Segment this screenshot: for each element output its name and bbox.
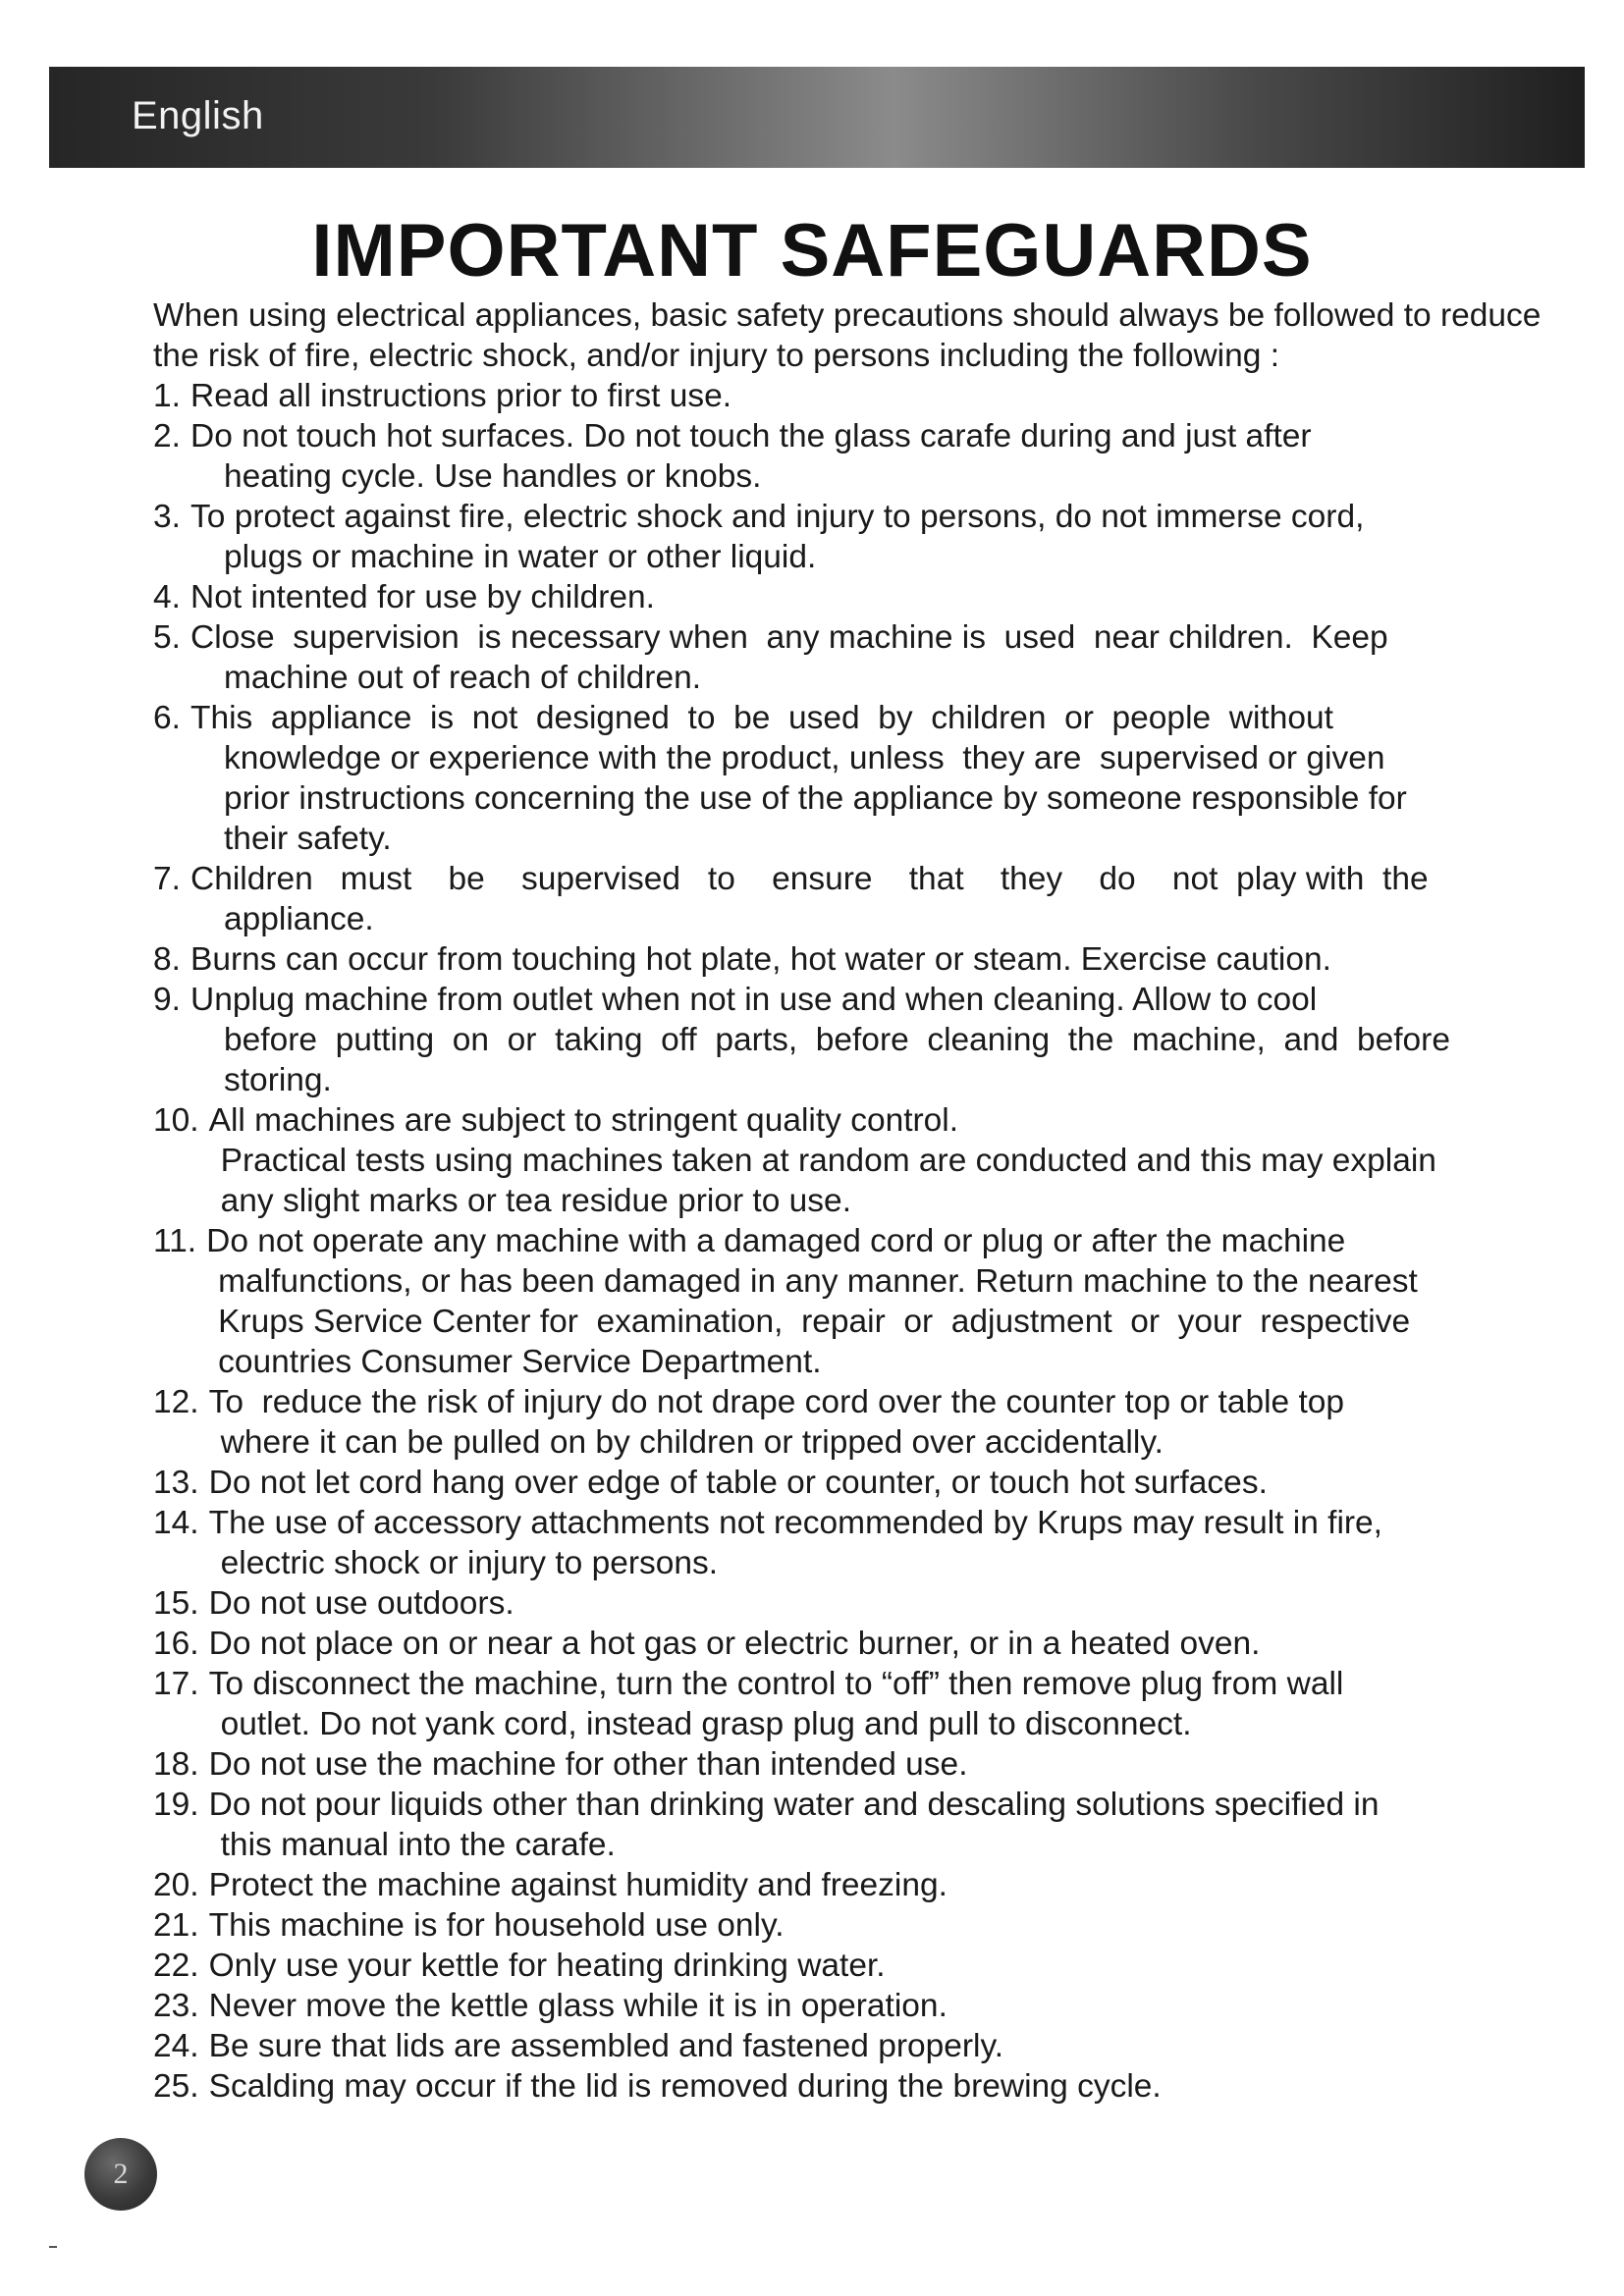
safeguard-text-continuation: before putting on or taking off parts, before cleaning the machine, and before [224,1022,1450,1058]
safeguard-number: 4. [153,579,181,615]
safeguard-text-line: Only use your kettle for heating drinking water. [208,1948,886,1984]
safeguard-item [153,1463,1547,1503]
safeguard-number: 2. [153,418,181,454]
safeguard-number: 16. [153,1626,199,1662]
safeguard-item [153,1664,1547,1744]
safeguard-number: 17. [153,1666,199,1702]
safeguard-item [153,577,1547,617]
safeguard-text-line: To disconnect the machine, turn the control to “off” then remove plug from wall [208,1666,1344,1702]
safeguard-text-line: Do not touch hot surfaces. Do not touch the glass carafe during and just after [190,418,1312,454]
safeguard-text [209,1865,1547,1905]
safeguard-item [153,1221,1547,1382]
safeguard-text [209,1583,1547,1624]
safeguard-text-line: All machines are subject to stringent quality control. [208,1102,959,1139]
safeguard-item [153,1624,1547,1664]
safeguard-item [153,1583,1547,1624]
safeguard-number: 22. [153,1948,199,1984]
safeguard-text [209,1744,1547,1785]
safeguard-text [209,1785,1547,1865]
safeguard-item [153,1503,1547,1583]
safeguard-text-line: This machine is for household use only. [208,1907,785,1944]
safeguard-text-continuation: storing. [224,1062,332,1098]
safeguard-text [190,497,1547,577]
safeguard-text-continuation: any slight marks or tea residue prior to use. [220,1183,851,1219]
safeguard-text-line: Do not place on or near a hot gas or electric burner, or in a heated oven. [208,1626,1261,1662]
safeguard-text [209,1905,1547,1946]
safeguard-item [153,497,1547,577]
safeguard-text-line: Never move the kettle glass while it is in operation. [208,1988,947,2024]
safeguard-text-line: Do not operate any machine with a damaged cord or plug or after the machine [206,1223,1346,1259]
safeguard-item [153,1100,1547,1221]
safeguard-number: 19. [153,1787,199,1823]
safeguard-number: 10. [153,1102,199,1139]
safeguard-number: 20. [153,1867,199,1903]
safeguard-item [153,2066,1547,2107]
safeguard-text-continuation: countries Consumer Service Department. [218,1344,822,1380]
safeguard-number: 21. [153,1907,199,1944]
safeguard-number: 14. [153,1505,199,1541]
safeguard-text-continuation: knowledge or experience with the product, unless they are supervised or given [224,740,1385,776]
safeguards-content [153,295,1547,2107]
safeguard-number: 6. [153,700,181,736]
safeguard-text-line: Burns can occur from touching hot plate, hot water or steam. Exercise caution. [190,941,1331,978]
safeguard-text-continuation: outlet. Do not yank cord, instead grasp plug and pull to disconnect. [220,1706,1192,1742]
safeguard-number: 11. [153,1223,197,1259]
safeguard-number: 5. [153,619,181,656]
safeguard-text-continuation: malfunctions, or has been damaged in any manner. Return machine to the nearest [218,1263,1418,1300]
safeguard-text-line: Unplug machine from outlet when not in use and when cleaning. Allow to cool [190,982,1318,1018]
safeguard-number: 18. [153,1746,199,1783]
safeguard-text-continuation: machine out of reach of children. [224,660,702,696]
safeguard-text [209,1463,1547,1503]
safeguard-text-continuation: where it can be pulled on by children or tripped over accidentally. [220,1424,1164,1461]
safeguard-text [209,1986,1547,2026]
safeguard-text-continuation: this manual into the carafe. [220,1827,616,1863]
safeguard-number: 25. [153,2068,199,2105]
safeguard-text-line: Do not pour liquids other than drinking water and descaling solutions specified in [208,1787,1380,1823]
safeguard-text [209,1100,1547,1221]
safeguard-text-line: Children must be supervised to ensure that they do not play with the [190,861,1429,897]
edge-mark [49,2246,57,2248]
safeguard-text [206,1221,1547,1382]
safeguard-item [153,939,1547,980]
safeguard-text-line: The use of accessory attachments not recommended by Krups may result in fire, [208,1505,1382,1541]
intro-paragraph: When using electrical appliances, basic safety precautions should always be followed to reduce the risk of fire, electric shock, and/or injury to persons including the following : [153,297,1542,374]
safeguard-text [190,617,1547,698]
safeguard-number: 15. [153,1585,199,1622]
safeguard-text-continuation: appliance. [224,901,374,937]
safeguard-item [153,1382,1547,1463]
safeguard-text [209,1382,1547,1463]
page-title: IMPORTANT SAFEGUARDS [311,209,1313,293]
safeguard-text-line: Read all instructions prior to first use. [190,378,732,414]
safeguard-text-line: To reduce the risk of injury do not drape cord over the counter top or table top [208,1384,1345,1420]
safeguard-item [153,1986,1547,2026]
safeguard-text-continuation: Practical tests using machines taken at random are conducted and this may explain [220,1143,1436,1179]
safeguard-text-continuation: Krups Service Center for examination, repair or adjustment or your respective [218,1304,1411,1340]
safeguard-number: 3. [153,499,181,535]
safeguard-item [153,1905,1547,1946]
safeguard-text-line: Do not use the machine for other than intended use. [208,1746,968,1783]
safeguard-item [153,1946,1547,1986]
safeguard-item [153,416,1547,497]
safeguard-item [153,980,1547,1100]
safeguard-item [153,1865,1547,1905]
language-label: English [132,94,264,137]
safeguard-item [153,1785,1547,1865]
safeguard-text [209,1946,1547,1986]
safeguard-text-continuation: prior instructions concerning the use of the appliance by someone responsible for [224,780,1407,817]
safeguard-item [153,1744,1547,1785]
safeguard-text [190,698,1547,859]
language-header-bar [49,67,1585,168]
safeguard-text [190,376,1547,416]
safeguard-text-line: Close supervision is necessary when any machine is used near children. Keep [190,619,1388,656]
page-number-badge: 2 [84,2138,157,2211]
safeguard-text [209,1503,1547,1583]
safeguard-text-continuation: their safety. [224,821,392,857]
safeguard-number: 8. [153,941,181,978]
safeguard-item [153,2026,1547,2066]
safeguard-text-continuation: electric shock or injury to persons. [220,1545,719,1581]
safeguard-text [209,1624,1547,1664]
safeguard-text [190,980,1547,1100]
safeguard-text-line: Do not use outdoors. [208,1585,514,1622]
safeguard-number: 13. [153,1465,199,1501]
safeguard-text-continuation: heating cycle. Use handles or knobs. [224,458,762,495]
safeguard-text [209,1664,1547,1744]
safeguard-text-line: To protect against fire, electric shock and injury to persons, do not immerse cord, [190,499,1365,535]
safeguard-text-line: Scalding may occur if the lid is removed during the brewing cycle. [208,2068,1162,2105]
safeguard-item [153,698,1547,859]
safeguard-text-line: Not intented for use by children. [190,579,655,615]
safeguard-text-line: Be sure that lids are assembled and fastened properly. [208,2028,1004,2064]
safeguard-number: 7. [153,861,181,897]
safeguard-number: 9. [153,982,181,1018]
safeguard-list [153,376,1547,2107]
safeguard-text-line: Do not let cord hang over edge of table or counter, or touch hot surfaces. [208,1465,1268,1501]
safeguard-text [209,2026,1547,2066]
safeguard-text [209,2066,1547,2107]
safeguard-text-line: This appliance is not designed to be used by children or people without [190,700,1333,736]
safeguard-text [190,939,1547,980]
safeguard-item [153,617,1547,698]
safeguard-text-line: Protect the machine against humidity and freezing. [208,1867,947,1903]
safeguard-text-continuation: plugs or machine in water or other liquid. [224,539,817,575]
safeguard-item [153,859,1547,939]
safeguard-number: 24. [153,2028,199,2064]
safeguard-item [153,376,1547,416]
safeguard-number: 1. [153,378,181,414]
safeguard-text [190,416,1547,497]
safeguard-text [190,577,1547,617]
safeguard-number: 12. [153,1384,199,1420]
safeguard-number: 23. [153,1988,199,2024]
safeguard-text [190,859,1547,939]
